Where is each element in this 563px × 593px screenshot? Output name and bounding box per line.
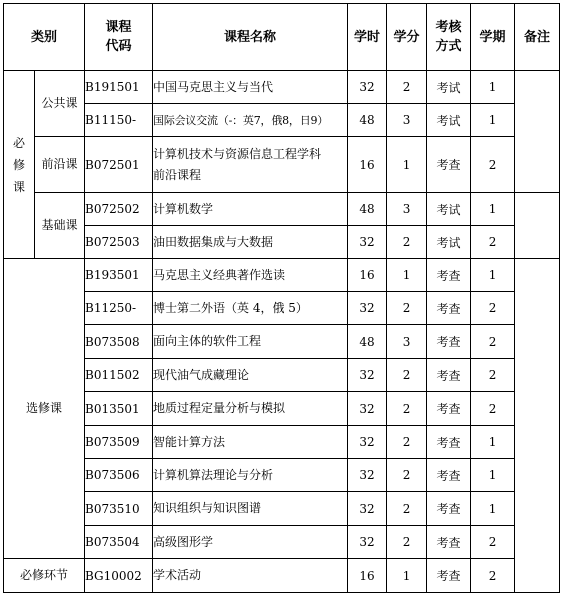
course-code: B073508 xyxy=(85,325,153,359)
course-code: B072502 xyxy=(85,193,153,226)
header-remarks: 备注 xyxy=(515,4,560,71)
table-row xyxy=(4,492,560,526)
course-hours: 32 xyxy=(348,426,387,459)
course-exam: 考试 xyxy=(427,193,471,226)
course-semester: 2 xyxy=(471,526,515,559)
course-table xyxy=(3,3,560,593)
header-credits: 学分 xyxy=(387,4,427,71)
table-row xyxy=(4,459,560,492)
course-hours: 16 xyxy=(348,137,387,193)
course-credits: 3 xyxy=(387,104,427,137)
course-name: 油田数据集成与大数据 xyxy=(153,226,348,259)
course-exam: 考试 xyxy=(427,104,471,137)
course-hours: 32 xyxy=(348,392,387,426)
course-name: 中国马克思主义与当代 xyxy=(153,71,348,104)
course-name: 计算机数学 xyxy=(153,193,348,226)
course-semester: 1 xyxy=(471,492,515,526)
remarks-cell xyxy=(515,193,560,259)
course-name: 地质过程定量分析与模拟 xyxy=(153,392,348,426)
course-exam: 考查 xyxy=(427,325,471,359)
course-exam: 考查 xyxy=(427,559,471,593)
course-code: B072501 xyxy=(85,137,153,193)
course-name: 马克思主义经典著作选读 xyxy=(153,259,348,292)
table-row xyxy=(4,526,560,559)
course-semester: 2 xyxy=(471,559,515,593)
category-required-link: 必修环节 xyxy=(4,559,85,593)
table-row xyxy=(4,559,560,593)
course-exam: 考试 xyxy=(427,71,471,104)
course-exam: 考查 xyxy=(427,137,471,193)
header-category: 类别 xyxy=(4,4,85,71)
course-exam: 考查 xyxy=(427,426,471,459)
course-code: B072503 xyxy=(85,226,153,259)
course-credits: 1 xyxy=(387,259,427,292)
table-row xyxy=(4,259,560,292)
course-hours: 32 xyxy=(348,459,387,492)
header-exam-type: 考核 方式 xyxy=(427,4,471,71)
course-semester: 1 xyxy=(471,459,515,492)
course-credits: 3 xyxy=(387,193,427,226)
course-hours: 48 xyxy=(348,325,387,359)
course-semester: 1 xyxy=(471,104,515,137)
table-row xyxy=(4,426,560,459)
course-credits: 2 xyxy=(387,526,427,559)
course-semester: 2 xyxy=(471,359,515,392)
table-row xyxy=(4,104,560,137)
course-exam: 考查 xyxy=(427,459,471,492)
course-credits: 2 xyxy=(387,459,427,492)
course-hours: 32 xyxy=(348,526,387,559)
course-exam: 考查 xyxy=(427,492,471,526)
course-name: 计算机技术与资源信息工程学科 前沿课程 xyxy=(153,137,348,193)
category-frontier: 前沿课 xyxy=(35,137,85,193)
header-course-code: 课程 代码 xyxy=(85,4,153,71)
course-semester: 2 xyxy=(471,325,515,359)
course-code: B073509 xyxy=(85,426,153,459)
course-name: 现代油气成藏理论 xyxy=(153,359,348,392)
table-row xyxy=(4,325,560,359)
course-credits: 2 xyxy=(387,226,427,259)
course-hours: 48 xyxy=(348,104,387,137)
course-semester: 1 xyxy=(471,193,515,226)
course-semester: 2 xyxy=(471,137,515,193)
course-name: 计算机算法理论与分析 xyxy=(153,459,348,492)
course-credits: 2 xyxy=(387,426,427,459)
course-hours: 32 xyxy=(348,71,387,104)
course-name: 高级图形学 xyxy=(153,526,348,559)
course-hours: 32 xyxy=(348,226,387,259)
course-name: 智能计算方法 xyxy=(153,426,348,459)
course-exam: 考查 xyxy=(427,259,471,292)
table-row xyxy=(4,137,560,193)
course-credits: 1 xyxy=(387,559,427,593)
course-code: B193501 xyxy=(85,259,153,292)
course-hours: 16 xyxy=(348,259,387,292)
table-row xyxy=(4,71,560,104)
remarks-cell xyxy=(515,71,560,193)
category-basic: 基础课 xyxy=(35,193,85,259)
course-name: 面向主体的软件工程 xyxy=(153,325,348,359)
course-credits: 1 xyxy=(387,137,427,193)
course-credits: 2 xyxy=(387,492,427,526)
course-credits: 3 xyxy=(387,325,427,359)
header-hours: 学时 xyxy=(348,4,387,71)
course-hours: 32 xyxy=(348,492,387,526)
course-semester: 2 xyxy=(471,392,515,426)
course-credits: 2 xyxy=(387,71,427,104)
table-row xyxy=(4,392,560,426)
course-exam: 考查 xyxy=(427,526,471,559)
course-code: B011502 xyxy=(85,359,153,392)
course-exam: 考试 xyxy=(427,226,471,259)
remarks-cell xyxy=(515,259,560,593)
course-code: B11250- xyxy=(85,292,153,325)
course-exam: 考查 xyxy=(427,292,471,325)
course-credits: 2 xyxy=(387,359,427,392)
course-semester: 1 xyxy=(471,259,515,292)
course-exam: 考查 xyxy=(427,392,471,426)
course-code: B11150- xyxy=(85,104,153,137)
course-name: 博士第二外语（英 4，俄 5） xyxy=(153,292,348,325)
course-credits: 2 xyxy=(387,292,427,325)
course-credits: 2 xyxy=(387,392,427,426)
header-semester: 学期 xyxy=(471,4,515,71)
course-name: 国际会议交流（-：英7，俄8，日9） xyxy=(153,104,348,137)
table-row xyxy=(4,292,560,325)
course-hours: 32 xyxy=(348,292,387,325)
course-code: B073506 xyxy=(85,459,153,492)
course-semester: 2 xyxy=(471,226,515,259)
course-name: 知识组织与知识图谱 xyxy=(153,492,348,526)
category-required-course: 必 修 课 xyxy=(4,71,35,259)
course-exam: 考查 xyxy=(427,359,471,392)
table-row xyxy=(4,226,560,259)
course-semester: 1 xyxy=(471,426,515,459)
course-code: B013501 xyxy=(85,392,153,426)
course-semester: 1 xyxy=(471,71,515,104)
course-name: 学术活动 xyxy=(153,559,348,593)
header-row xyxy=(4,4,560,71)
table-row xyxy=(4,193,560,226)
course-hours: 48 xyxy=(348,193,387,226)
course-code: BG10002 xyxy=(85,559,153,593)
category-elective: 选修课 xyxy=(4,259,85,559)
course-code: B073510 xyxy=(85,492,153,526)
course-code: B073504 xyxy=(85,526,153,559)
header-course-name: 课程名称 xyxy=(153,4,348,71)
category-public: 公共课 xyxy=(35,71,85,137)
course-hours: 16 xyxy=(348,559,387,593)
course-code: B191501 xyxy=(85,71,153,104)
course-semester: 2 xyxy=(471,292,515,325)
course-hours: 32 xyxy=(348,359,387,392)
table-row xyxy=(4,359,560,392)
